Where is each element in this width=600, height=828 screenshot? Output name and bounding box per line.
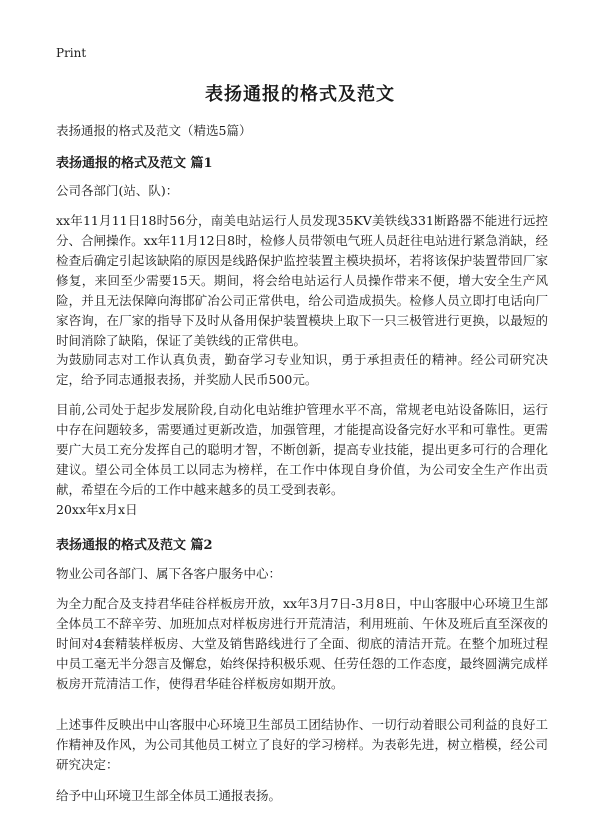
section-heading-2: 表扬通报的格式及范文 篇2 [56, 538, 213, 553]
document-title: 表扬通报的格式及范文 [205, 84, 395, 105]
section-heading-1: 表扬通报的格式及范文 篇1 [56, 156, 213, 171]
section-1-paragraph-1: xx年11月11日18时56分，南美电站运行人员发现35KV美铁线331断路器不能进行远控分、合闸操作。xx年11月12日8时，检修人员带领电气班人员赶往电站进行紧急消缺，经检查后确定引起该缺陷的原因是线路保护监控装置主模块损坏，若将该保护装置带回厂家修复，来回至少需要15天。期间，将会给电站运行人员操作带来不便，增大安全生产风险，并且无法保障向海邯矿冶公司正常供电，给公司造成损失。检修人员立即打电话向厂家咨询，在厂家的指导下及时从备用保护装置模块上取下一只三极管进行更换，以最短的时间消除了缺陷，保证了美铁线的正常供电。 [56, 213, 548, 348]
section-1-paragraph-2: 为鼓励同志对工作认真负责，勤奋学习专业知识，勇于承担责任的精神。经公司研究决定，给予同志通报表扬，并奖励人民币500元。 [56, 352, 548, 387]
section-2-paragraph-1: 为全力配合及支持君华硅谷样板房开放，xx年3月7日-3月8日，中山客服中心环境卫生部全体员工不辞辛劳、加班加点对样板房进行开荒清洁，利用班前、午休及班后直至深夜的时间对4套精装样板房、大堂及销售路线进行了全面、彻底的清洁开荒。在整个加班过程中员工毫无半分怨言及懈怠，始终保持积极乐观、任劳任怨的工作态度，最终圆满完成样板房开荒清洁工作，使得君华硅谷样板房如期开放。 [56, 596, 548, 691]
section-2-paragraph-3: 给予中山环境卫生部全体员工通报表扬。 [56, 788, 282, 803]
document-subtitle: 表扬通报的格式及范文（精选5篇） [56, 123, 252, 138]
section-1-greeting: 公司各部门(站、队)： [56, 183, 179, 198]
section-1-date: 20xx年x月x日 [56, 502, 138, 517]
section-2-greeting: 物业公司各部门、属下各客户服务中心： [56, 566, 282, 581]
section-1-paragraph-3: 目前,公司处于起步发展阶段,自动化电站维护管理水平不高，常规老电站设备陈旧，运行中存在问题较多，需要通过更新改造，加强管理，才能提高设备完好水平和可靠性。更需要广大员工充分发挥自己的聪明才智，不断创新，提高专业技能，提出更多可行的合理化建议。望公司全体员工以同志为榜样，在工作中体现自身价值，为公司安全生产作出贡献，希望在今后的工作中越来越多的员工受到表彰。 [56, 402, 548, 497]
print-link[interactable]: Print [56, 46, 87, 60]
section-2-paragraph-2: 上述事件反映出中山客服中心环境卫生部员工团结协作、一切行动着眼公司利益的良好工作精神及作风，为公司其他员工树立了良好的学习榜样。为表彰先进，树立楷模，经公司研究决定： [56, 717, 548, 772]
